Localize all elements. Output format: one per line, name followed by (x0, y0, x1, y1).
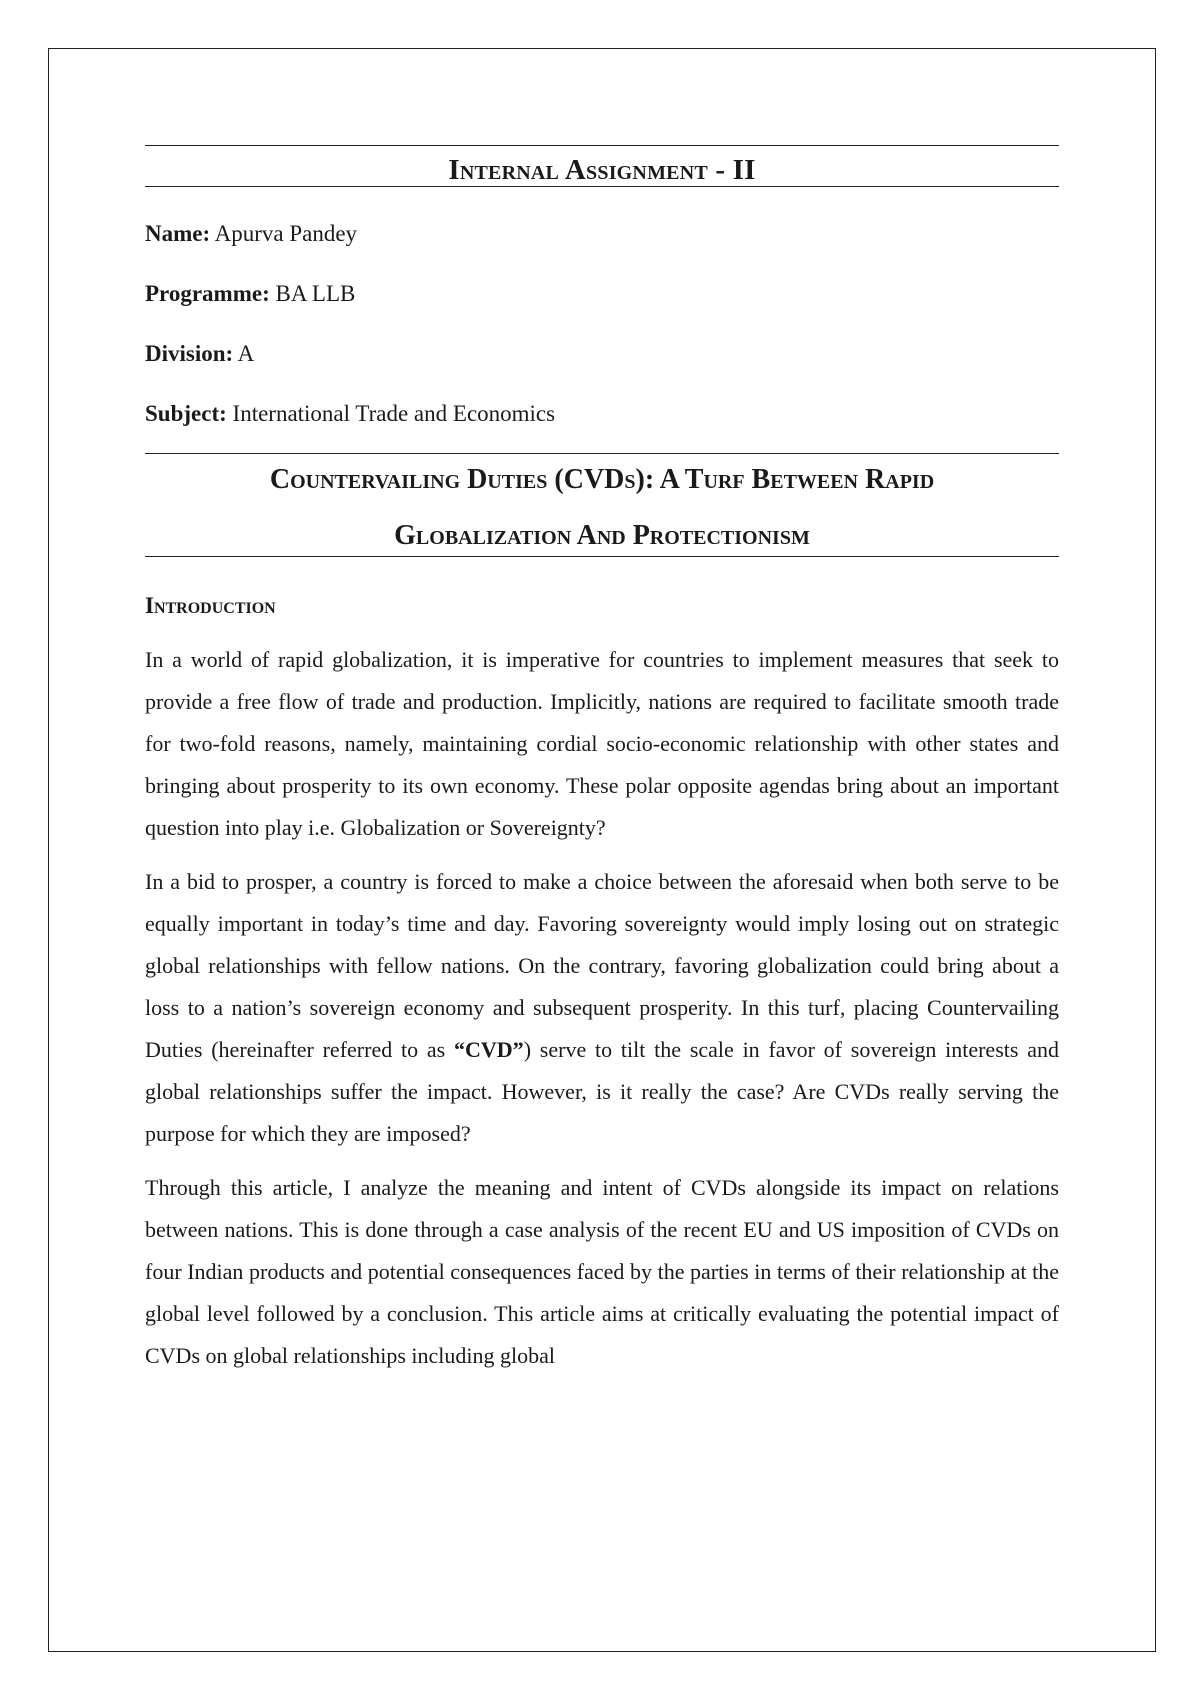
field-division (145, 339, 1059, 369)
paragraph-2-text-b: ) serve to tilt the scale in favor of sovereign interests and global relationships suffer the impact. However, is it really the case? Are CVDs really serving the purpose for which they are imposed? (145, 1037, 1059, 1146)
paragraph-2 (145, 861, 1059, 1155)
article-title-line-2: Globalization And Protectionism (394, 520, 810, 551)
title-rule-top (145, 145, 1059, 146)
field-subject (145, 399, 1059, 429)
field-subject-value: International Trade and Economics (232, 401, 556, 426)
assignment-title: Internal Assignment - II (448, 154, 756, 186)
field-division-label: Division: (145, 341, 234, 366)
field-name (145, 219, 1059, 249)
section-heading-introduction: Introduction (145, 593, 276, 618)
field-programme (145, 279, 1059, 309)
field-programme-value: BA LLB (275, 281, 356, 306)
field-name-label: Name: (145, 221, 211, 246)
field-programme-label: Programme: (145, 281, 270, 306)
article-title-line-1: Countervailing Duties (CVDs): A Turf Between Rapid (269, 464, 935, 495)
field-division-value: A (237, 341, 255, 366)
field-subject-label: Subject: (145, 401, 227, 426)
field-name-value: Apurva Pandey (214, 221, 358, 246)
paragraph-3: Through this article, I analyze the meaning and intent of CVDs alongside its impact on relations between nations. This is done through a case analysis of the recent EU and US imposition of CVDs on four Indian products and potential consequences faced by the parties in terms of their relationship at the global level followed by a conclusion. This article aims at critically evaluating the potential impact of CVDs on global relationships including global (145, 1175, 1059, 1368)
paragraph-2-cvd-term: “CVD” (454, 1037, 524, 1062)
article-title (145, 452, 1059, 564)
paragraph-2-text-a: In a bid to prosper, a country is forced to make a choice between the aforesaid when both serve to be equally important in today’s time and day. Favoring sovereignty would imply losing out on strategic global relationships with fellow nations. On the contrary, favoring globalization could bring about a loss to a nation’s sovereign economy and subsequent prosperity. In this turf, placing Countervailing Duties (hereinafter referred to as (145, 869, 1059, 1062)
document-body (145, 145, 1059, 1377)
paragraph-1: In a world of rapid globalization, it is imperative for countries to implement measures that seek to provide a free flow of trade and production. Implicitly, nations are required to facilitate smooth trade for two-fold reasons, namely, maintaining cordial socio-economic relationship with other states and bringing about prosperity to its own economy. These polar opposite agendas bring about an important question into play i.e. Globalization or Sovereignty? (145, 647, 1059, 840)
